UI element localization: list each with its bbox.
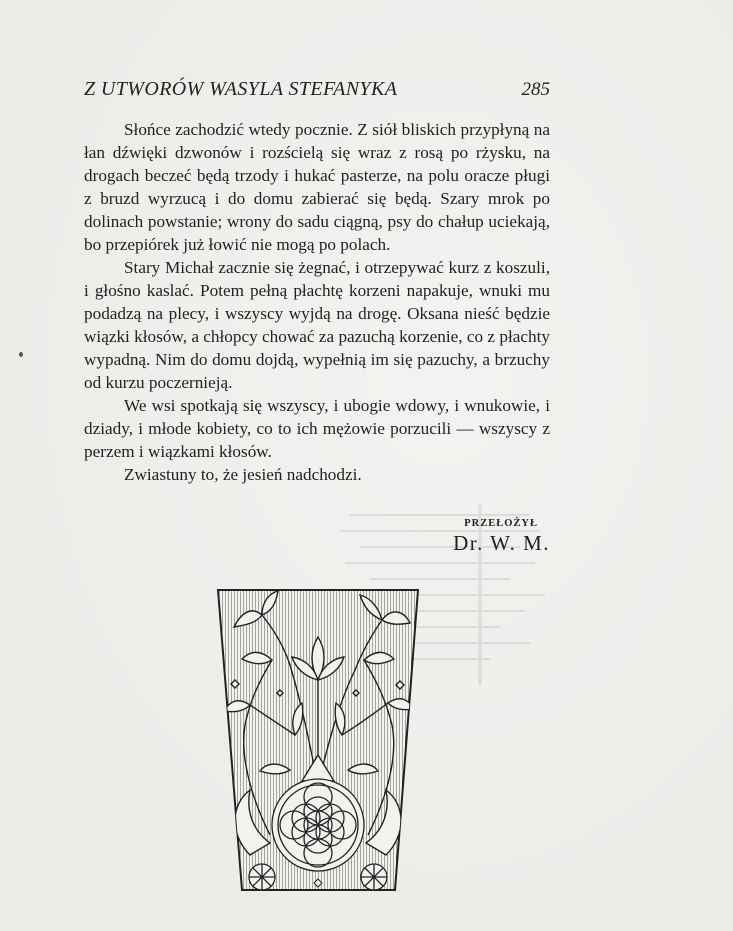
body-text bbox=[84, 118, 550, 486]
running-title: Z UTWORÓW WASYLA STEFANYKA bbox=[84, 78, 398, 100]
page-header bbox=[84, 78, 550, 101]
paragraph: Stary Michał zacznie się żegnać, i otrzepywać kurz z koszuli, i głośno kaslać. Potem pełną płachtę korzeni napakuje, wnuki mu podadzą na plecy, i wszyscy wyjdą na drogę. Oksana nieść będzie wiązki kłosów, a chłopcy chować za pazuchą korzenie, co z płachty wypadną. Nim do domu dojdą, wypełnią im się pazuchy, a brzuchy od kurzu poczernieją. bbox=[84, 258, 550, 392]
paragraph: Zwiastuny to, że jesień nadchodzi. bbox=[124, 465, 362, 484]
translator-label: PRZEŁOŻYŁ bbox=[464, 518, 538, 529]
carved-panel-illustration bbox=[210, 585, 426, 900]
margin-speck bbox=[19, 352, 23, 357]
paragraph: Słońce zachodzić wtedy pocznie. Z siół bliskich przypłyną na łan dźwięki dzwonów i rozścielą się wraz z rosą po rżysku, na drogach beczeć będą trzody i hukać pasterze, na polu oracze pługi z bruzd wyrzucą i do domu zabierać się będą. Szary mrok po dolinach powstanie; wrony do sadu ciągną, psy do chałup uciekają, bo przepiórek już łowić nie mogą po polach. bbox=[84, 120, 550, 254]
translator-name: Dr. W. M. bbox=[453, 531, 550, 555]
paragraph: We wsi spotkają się wszyscy, i ubogie wdowy, i wnukowie, i dziady, i młode kobiety, co to ich mężowie porzucili — wszyscy z perzem i wiązkami kłosów. bbox=[84, 396, 550, 461]
page-number: 285 bbox=[521, 79, 550, 100]
translator-signature bbox=[440, 518, 550, 556]
